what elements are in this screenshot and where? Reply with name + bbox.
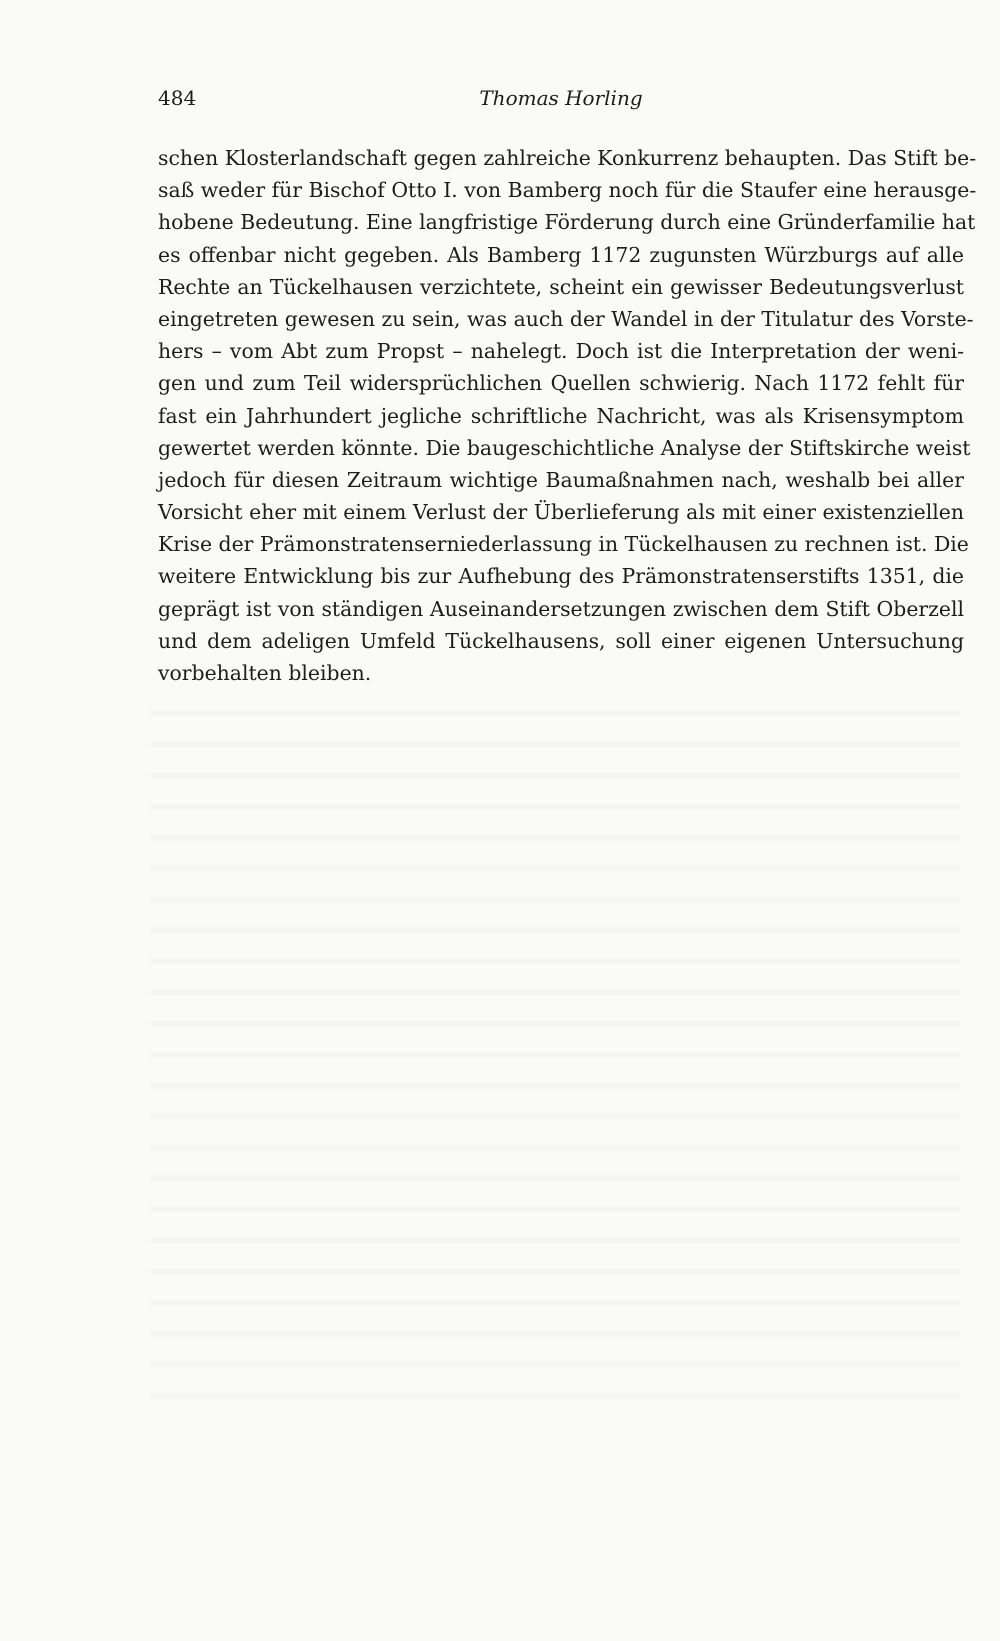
text-line: weitere Entwicklung bis zur Aufhebung des Prämonstratenserstifts 1351, die [158,564,964,589]
text-line: und dem adeligen Umfeld Tückelhausens, soll einer eigenen Untersuchung [158,628,964,653]
text-line: saß weder für Bischof Otto I. von Bamberg noch für die Staufer eine herausge- [158,178,977,203]
text-line: fast ein Jahrhundert jegliche schriftliche Nachricht, was als Krisensymptom [158,403,964,428]
running-head [158,86,964,116]
body-paragraph [158,142,977,689]
text-line: vorbehalten bleiben. [158,661,372,685]
text-line: hers – vom Abt zum Propst – nahelegt. Doch ist die Interpretation der weni- [158,339,964,364]
text-line: Rechte an Tückelhausen verzichtete, scheint ein gewisser Bedeutungsverlust [158,274,964,299]
text-line: schen Klosterlandschaft gegen zahlreiche Konkurrenz behaupten. Das Stift be- [158,146,977,170]
text-line: gen und zum Teil widersprüchlichen Quellen schwierig. Nach 1172 fehlt für [158,371,964,396]
text-line: hobene Bedeutung. Eine langfristige Förderung durch eine Gründerfamilie hat [158,210,976,235]
bleed-through-texture [150,690,960,1410]
running-title: Thomas Horling [479,86,643,110]
page-number: 484 [158,86,197,110]
text-line: Vorsicht eher mit einem Verlust der Überlieferung als mit einer existenziellen [158,500,964,525]
text-line: gewertet werden könnte. Die baugeschichtliche Analyse der Stiftskirche weist [158,435,971,460]
text-line: geprägt ist von ständigen Auseinandersetzungen zwischen dem Stift Oberzell [158,596,964,621]
text-line: jedoch für diesen Zeitraum wichtige Baumaßnahmen nach, weshalb bei aller [158,467,964,492]
text-line: eingetreten gewesen zu sein, was auch der Wandel in der Titulatur des Vorste- [158,306,974,331]
text-line: es offenbar nicht gegeben. Als Bamberg 1172 zugunsten Würzburgs auf alle [158,242,964,267]
text-line: Krise der Prämonstratenserniederlassung in Tückelhausen zu rechnen ist. Die [158,532,969,557]
